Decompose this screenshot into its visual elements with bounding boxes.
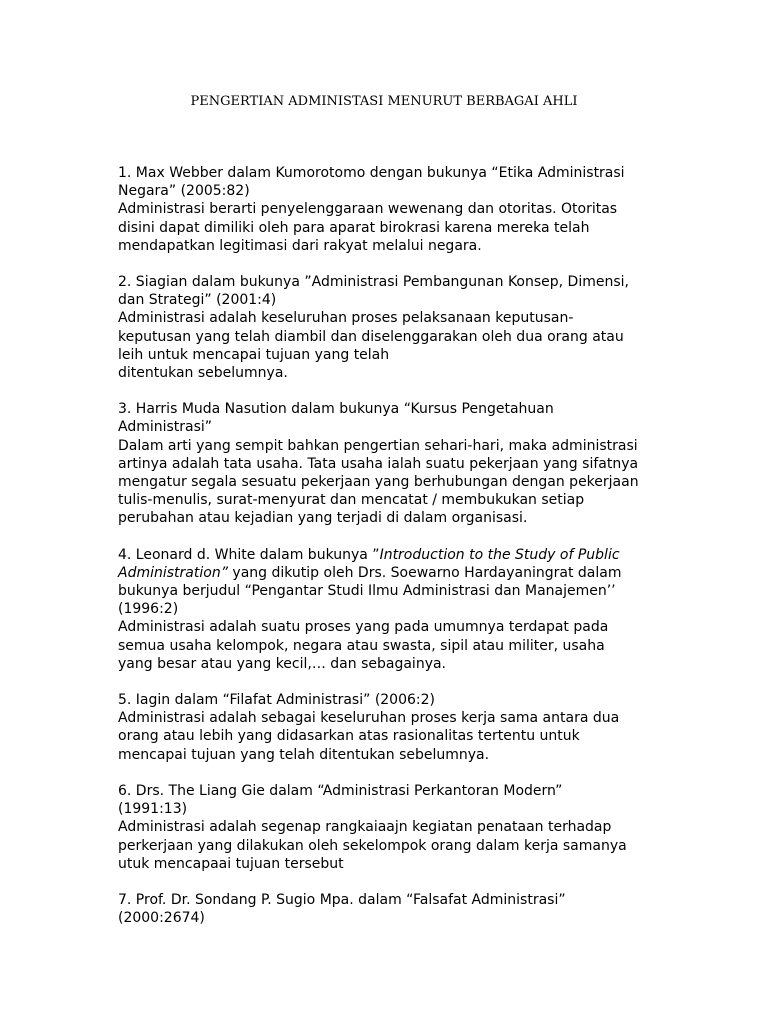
heading-line: (1991:13): [118, 801, 188, 818]
heading-line: 3. Harris Muda Nasution dalam bukunya “Kursus Pengetahuan: [118, 401, 554, 418]
heading-line: [118, 546, 748, 564]
body-line: semua usaha kelompok, negara atau swasta, sipil atau militer, usaha: [118, 637, 605, 654]
body-line: utuk mencapaai tujuan tersebut: [118, 855, 344, 872]
body-line: Administrasi adalah segenap rangkaiaajn kegiatan penataan terhadap: [118, 819, 612, 836]
document-title: PENGERTIAN ADMINISTASI MENURUT BERBAGAI AHLI: [190, 94, 578, 109]
entry-body: [118, 200, 748, 255]
heading-line: (2000:2674): [118, 910, 205, 927]
heading-text: yang dikutip oleh Drs. Soewarno Hardayaningrat dalam: [227, 564, 622, 581]
entry-5: [118, 691, 748, 764]
entry-7: [118, 891, 748, 927]
entry-1: [118, 164, 748, 255]
book-title-italic: Introduction to the Study of Public: [379, 546, 620, 563]
heading-line: (1996:2): [118, 601, 179, 618]
heading-line: 6. Drs. The Liang Gie dalam “Administrasi Perkantoran Modern”: [118, 782, 563, 799]
entry-body: [118, 618, 748, 673]
entry-2: [118, 273, 748, 382]
body-line: orang atau lebih yang didasarkan atas rasionalitas tertentu untuk: [118, 728, 580, 745]
body-line: Administrasi adalah sebagai keseluruhan proses kerja sama antara dua: [118, 710, 620, 727]
body-line: perubahan atau kejadian yang terjadi di dalam organisasi.: [118, 510, 528, 527]
body-line: ditentukan sebelumnya.: [118, 365, 288, 382]
body-line: keputusan yang telah diambil dan diselenggarakan oleh dua orang atau: [118, 328, 624, 345]
entry-body: [118, 709, 748, 764]
entry-4: [118, 546, 748, 673]
body-line: yang besar atau yang kecil,… dan sebagainya.: [118, 655, 447, 672]
entry-heading: [118, 891, 748, 927]
body-line: perkerjaan yang dilakukan oleh sekelompok orang dalam kerja samanya: [118, 837, 627, 854]
body-line: leih untuk mencapai tujuan yang telah: [118, 346, 390, 363]
body-line: Administrasi adalah keseluruhan proses pelaksanaan keputusan-: [118, 310, 574, 327]
heading-line: 2. Siagian dalam bukunya ”Administrasi Pembangunan Konsep, Dimensi,: [118, 274, 629, 291]
entry-heading: [118, 273, 748, 309]
entry-3: [118, 400, 748, 527]
entry-body: [118, 309, 748, 382]
entry-6: [118, 782, 748, 873]
entry-heading: [118, 546, 748, 619]
entry-heading: [118, 691, 748, 709]
entries-list: [118, 164, 748, 945]
heading-line: 5. Iagin dalam “Filafat Administrasi” (2006:2): [118, 692, 435, 709]
entry-body: [118, 437, 748, 528]
body-line: Administrasi berarti penyelenggaraan wewenang dan otoritas. Otoritas: [118, 201, 618, 218]
entry-body: [118, 818, 748, 873]
body-line: disini dapat dimiliki oleh para aparat birokrasi karena mereka telah: [118, 219, 590, 236]
book-title-italic: Administration”: [118, 564, 228, 581]
entry-heading: [118, 164, 748, 200]
heading-line: bukunya berjudul “Pengantar Studi Ilmu Administrasi dan Manajemen’’: [118, 583, 616, 600]
heading-text: 4. Leonard d. White dalam bukunya ”: [118, 546, 380, 563]
body-line: mencapai tujuan yang telah ditentukan sebelumnya.: [118, 746, 490, 763]
body-line: artinya adalah tata usaha. Tata usaha ialah suatu pekerjaan yang sifatnya: [118, 455, 639, 472]
heading-line: Administrasi”: [118, 419, 213, 436]
body-line: tulis-menulis, surat-menyurat dan mencatat / membukukan setiap: [118, 492, 585, 509]
body-line: Administrasi adalah suatu proses yang pada umumnya terdapat pada: [118, 619, 609, 636]
body-line: Dalam arti yang sempit bahkan pengertian sehari-hari, maka administrasi: [118, 437, 638, 454]
entry-heading: [118, 400, 748, 436]
body-line: mengatur segala sesuatu pekerjaan yang berhubungan dengan pekerjaan: [118, 474, 639, 491]
body-line: mendapatkan legitimasi dari rakyat melalui negara.: [118, 237, 482, 254]
entry-heading: [118, 782, 748, 818]
heading-line: Negara” (2005:82): [118, 183, 250, 200]
heading-line: dan Strategi” (2001:4): [118, 292, 277, 309]
heading-line: [118, 564, 748, 582]
heading-line: 1. Max Webber dalam Kumorotomo dengan bukunya “Etika Administrasi: [118, 165, 625, 181]
heading-line: 7. Prof. Dr. Sondang P. Sugio Mpa. dalam “Falsafat Administrasi”: [118, 891, 566, 908]
